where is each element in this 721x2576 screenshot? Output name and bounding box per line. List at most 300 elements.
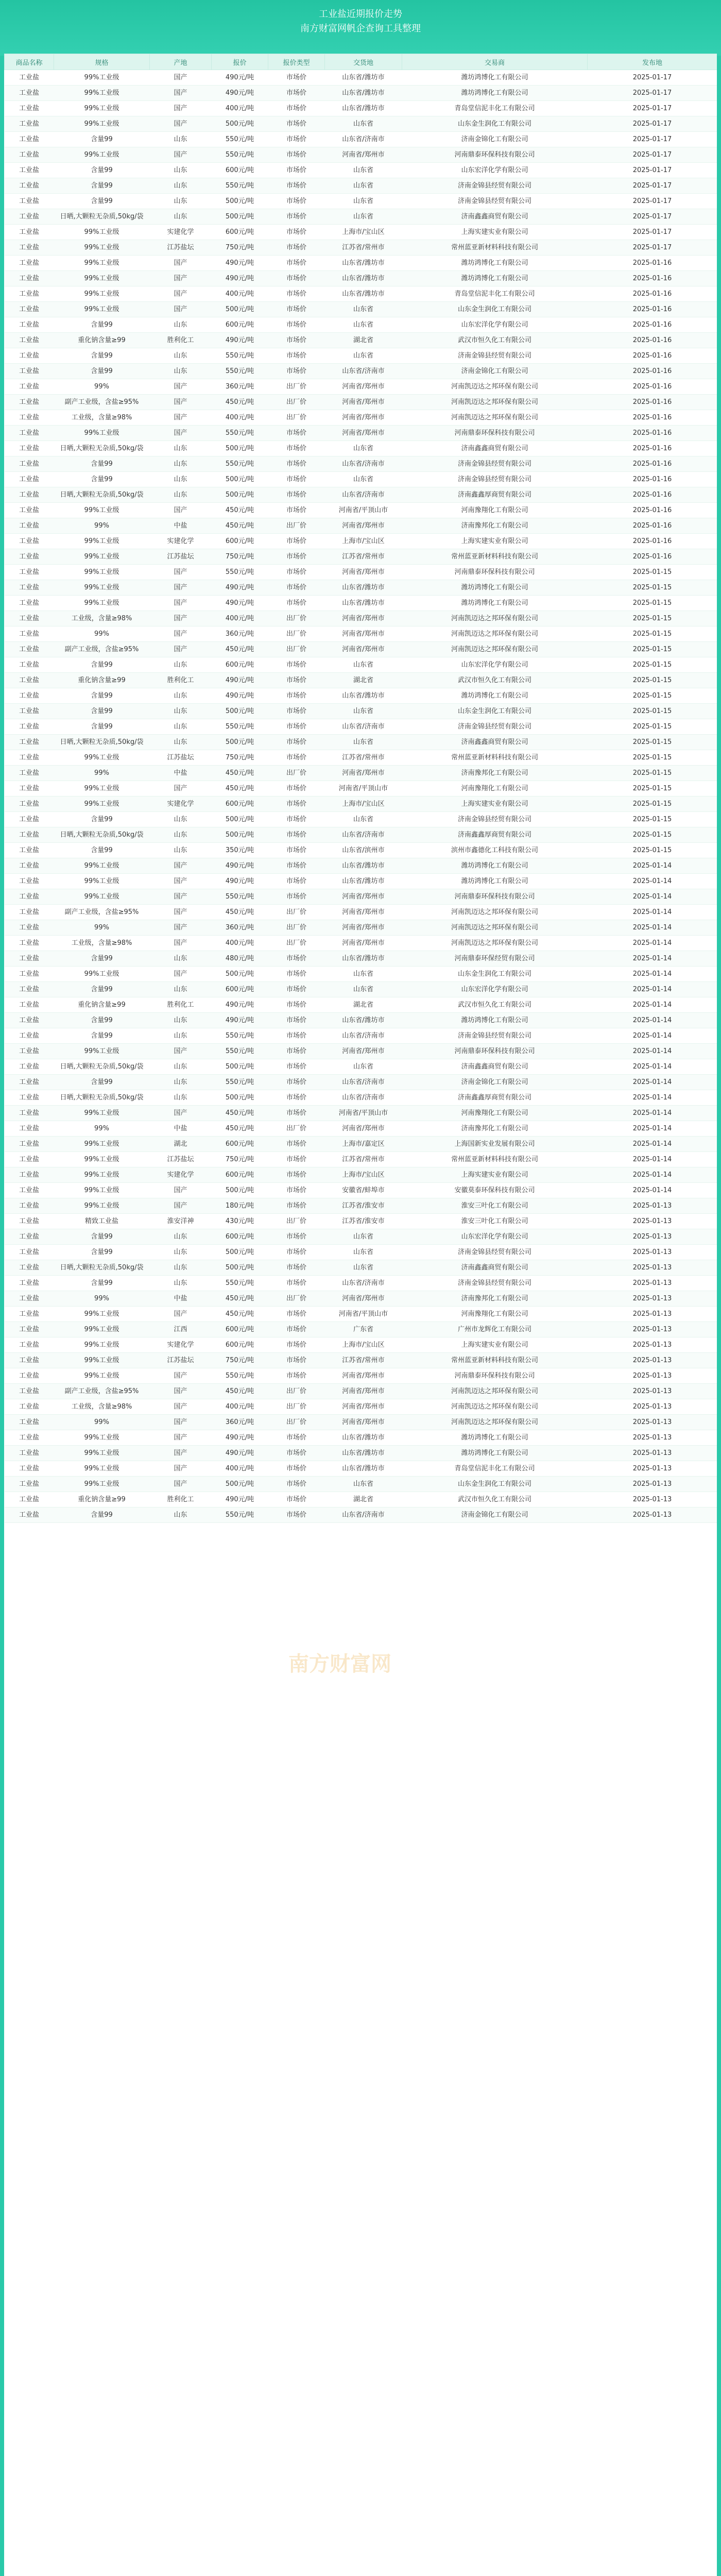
cell-product: 工业盐 xyxy=(5,302,54,317)
cell-price: 450元/吨 xyxy=(212,766,268,781)
cell-delivery: 江苏省/淮安市 xyxy=(325,1214,402,1229)
table-row xyxy=(5,642,717,657)
cell-product: 工业盐 xyxy=(5,889,54,905)
cell-trader: 潍坊鸿博化工有限公司 xyxy=(402,1430,588,1446)
cell-product: 工业盐 xyxy=(5,101,54,116)
cell-price: 500元/吨 xyxy=(212,1477,268,1492)
cell-origin: 国产 xyxy=(150,1044,212,1059)
cell-price: 750元/吨 xyxy=(212,549,268,565)
cell-trader: 河南凯迈达之邦环保有限公司 xyxy=(402,1415,588,1430)
cell-trader: 潍坊鸿博化工有限公司 xyxy=(402,688,588,704)
cell-price-type: 市场价 xyxy=(268,178,325,194)
cell-date: 2025-01-14 xyxy=(588,1013,717,1028)
cell-price-type: 市场价 xyxy=(268,1461,325,1477)
cell-date: 2025-01-13 xyxy=(588,1461,717,1477)
cell-trader: 济南豫邦化工有限公司 xyxy=(402,518,588,534)
cell-delivery: 山东省/潍坊市 xyxy=(325,580,402,596)
cell-price-type: 市场价 xyxy=(268,70,325,86)
cell-delivery: 河南省/郑州市 xyxy=(325,1415,402,1430)
cell-price: 750元/吨 xyxy=(212,1152,268,1167)
table-row xyxy=(5,1307,717,1322)
cell-origin: 实建化学 xyxy=(150,534,212,549)
cell-delivery: 山东省 xyxy=(325,116,402,132)
cell-trader: 潍坊鸿博化工有限公司 xyxy=(402,271,588,286)
cell-origin: 国产 xyxy=(150,967,212,982)
cell-date: 2025-01-16 xyxy=(588,333,717,348)
cell-delivery: 山东省 xyxy=(325,178,402,194)
cell-trader: 济南金锦县经贸有限公司 xyxy=(402,456,588,472)
cell-trader: 河南凯迈达之邦环保有限公司 xyxy=(402,379,588,395)
cell-trader: 河南鼎泰环保科技有限公司 xyxy=(402,889,588,905)
cell-delivery: 河南省/郑州市 xyxy=(325,936,402,951)
cell-price-type: 市场价 xyxy=(268,286,325,302)
table-row xyxy=(5,286,717,302)
table-row xyxy=(5,1167,717,1183)
table-row xyxy=(5,611,717,626)
cell-date: 2025-01-14 xyxy=(588,920,717,936)
cell-spec: 99%工业级 xyxy=(54,240,150,256)
cell-origin: 实建化学 xyxy=(150,1337,212,1353)
cell-trader: 滨州市鑫德化工科技有限公司 xyxy=(402,843,588,858)
cell-product: 工业盐 xyxy=(5,1137,54,1152)
cell-trader: 济南鑫鑫厚商贸有限公司 xyxy=(402,1090,588,1106)
cell-date: 2025-01-15 xyxy=(588,596,717,611)
table-row xyxy=(5,240,717,256)
cell-product: 工业盐 xyxy=(5,194,54,209)
cell-price-type: 市场价 xyxy=(268,503,325,518)
cell-product: 工业盐 xyxy=(5,1461,54,1477)
cell-price-type: 市场价 xyxy=(268,735,325,750)
cell-origin: 江苏盐坛 xyxy=(150,750,212,766)
cell-delivery: 河南省/郑州市 xyxy=(325,410,402,426)
cell-date: 2025-01-16 xyxy=(588,348,717,364)
table-row xyxy=(5,1075,717,1090)
table-row xyxy=(5,70,717,86)
cell-trader: 河南鼎泰环保科技有限公司 xyxy=(402,147,588,163)
table-row xyxy=(5,812,717,827)
table-row xyxy=(5,1353,717,1368)
cell-origin: 山东 xyxy=(150,209,212,225)
cell-price-type: 市场价 xyxy=(268,101,325,116)
cell-price: 550元/吨 xyxy=(212,1075,268,1090)
cell-product: 工业盐 xyxy=(5,534,54,549)
cell-price: 360元/吨 xyxy=(212,920,268,936)
cell-spec: 重化钠含量≥99 xyxy=(54,673,150,688)
cell-spec: 重化钠含量≥99 xyxy=(54,997,150,1013)
table-row xyxy=(5,1260,717,1276)
cell-spec: 99%工业级 xyxy=(54,1307,150,1322)
cell-date: 2025-01-14 xyxy=(588,889,717,905)
cell-delivery: 山东省/济南市 xyxy=(325,487,402,503)
cell-date: 2025-01-16 xyxy=(588,271,717,286)
cell-trader: 济南鑫鑫商贸有限公司 xyxy=(402,1059,588,1075)
cell-price: 500元/吨 xyxy=(212,1090,268,1106)
cell-spec: 含量99 xyxy=(54,1507,150,1523)
cell-delivery: 山东省/济南市 xyxy=(325,827,402,843)
cell-origin: 国产 xyxy=(150,1446,212,1461)
cell-price-type: 出厂价 xyxy=(268,766,325,781)
cell-trader: 济南金锦县经贸有限公司 xyxy=(402,1028,588,1044)
cell-price: 500元/吨 xyxy=(212,704,268,719)
cell-price: 450元/吨 xyxy=(212,1106,268,1121)
cell-price: 550元/吨 xyxy=(212,1044,268,1059)
cell-delivery: 山东省/济南市 xyxy=(325,456,402,472)
cell-origin: 国产 xyxy=(150,596,212,611)
cell-product: 工业盐 xyxy=(5,735,54,750)
cell-product: 工业盐 xyxy=(5,704,54,719)
cell-delivery: 山东省 xyxy=(325,657,402,673)
cell-date: 2025-01-16 xyxy=(588,302,717,317)
cell-spec: 99% xyxy=(54,626,150,642)
cell-delivery: 河南省/郑州市 xyxy=(325,1384,402,1399)
cell-delivery: 山东省 xyxy=(325,982,402,997)
cell-spec: 含量99 xyxy=(54,951,150,967)
cell-price: 490元/吨 xyxy=(212,70,268,86)
cell-price: 600元/吨 xyxy=(212,225,268,240)
cell-price: 550元/吨 xyxy=(212,1507,268,1523)
cell-price: 550元/吨 xyxy=(212,147,268,163)
cell-date: 2025-01-14 xyxy=(588,858,717,874)
cell-date: 2025-01-14 xyxy=(588,905,717,920)
cell-date: 2025-01-14 xyxy=(588,1183,717,1198)
cell-spec: 日晒,大颗粒无杂质,50kg/袋 xyxy=(54,735,150,750)
cell-date: 2025-01-17 xyxy=(588,163,717,178)
cell-price: 490元/吨 xyxy=(212,997,268,1013)
table-row xyxy=(5,1121,717,1137)
cell-origin: 江苏盐坛 xyxy=(150,1353,212,1368)
cell-date: 2025-01-14 xyxy=(588,1137,717,1152)
cell-delivery: 湖北省 xyxy=(325,333,402,348)
cell-trader: 河南凯迈达之邦环保有限公司 xyxy=(402,920,588,936)
cell-product: 工业盐 xyxy=(5,116,54,132)
cell-price-type: 市场价 xyxy=(268,549,325,565)
cell-spec: 99% xyxy=(54,379,150,395)
cell-price-type: 市场价 xyxy=(268,843,325,858)
cell-delivery: 河南省/郑州市 xyxy=(325,518,402,534)
cell-trader: 河南凯迈达之邦环保有限公司 xyxy=(402,1399,588,1415)
cell-trader: 上海实建实业有限公司 xyxy=(402,534,588,549)
cell-product: 工业盐 xyxy=(5,333,54,348)
table-row xyxy=(5,1461,717,1477)
cell-price: 450元/吨 xyxy=(212,642,268,657)
table-row xyxy=(5,441,717,456)
cell-price-type: 市场价 xyxy=(268,704,325,719)
cell-origin: 江苏盐坛 xyxy=(150,549,212,565)
table-row xyxy=(5,1214,717,1229)
table-row xyxy=(5,1059,717,1075)
cell-trader: 河南凯迈达之邦环保有限公司 xyxy=(402,410,588,426)
cell-date: 2025-01-13 xyxy=(588,1337,717,1353)
cell-product: 工业盐 xyxy=(5,596,54,611)
table-row xyxy=(5,1137,717,1152)
cell-price: 450元/吨 xyxy=(212,1121,268,1137)
cell-delivery: 河南省/郑州市 xyxy=(325,905,402,920)
cell-spec: 99%工业级 xyxy=(54,503,150,518)
table-row xyxy=(5,843,717,858)
cell-date: 2025-01-15 xyxy=(588,796,717,812)
table-row xyxy=(5,225,717,240)
cell-spec: 副产工业级，含盐≥95% xyxy=(54,642,150,657)
cell-price: 500元/吨 xyxy=(212,302,268,317)
cell-price: 490元/吨 xyxy=(212,596,268,611)
cell-trader: 济南金锦县经贸有限公司 xyxy=(402,472,588,487)
cell-price: 500元/吨 xyxy=(212,1245,268,1260)
table-row xyxy=(5,426,717,441)
cell-price: 400元/吨 xyxy=(212,410,268,426)
table-row xyxy=(5,796,717,812)
cell-spec: 日晒,大颗粒无杂质,50kg/袋 xyxy=(54,1059,150,1075)
cell-delivery: 河南省/郑州市 xyxy=(325,642,402,657)
table-row xyxy=(5,982,717,997)
cell-date: 2025-01-14 xyxy=(588,982,717,997)
cell-spec: 99%工业级 xyxy=(54,1322,150,1337)
cell-trader: 山东宏洋化学有限公司 xyxy=(402,982,588,997)
cell-origin: 国产 xyxy=(150,426,212,441)
cell-delivery: 河南省/郑州市 xyxy=(325,611,402,626)
cell-spec: 99%工业级 xyxy=(54,1152,150,1167)
cell-origin: 江苏盐坛 xyxy=(150,1152,212,1167)
cell-trader: 河南鼎泰环保经贸有限公司 xyxy=(402,951,588,967)
cell-spec: 99%工业级 xyxy=(54,1461,150,1477)
cell-product: 工业盐 xyxy=(5,1152,54,1167)
cell-trader: 济南金锦县经贸有限公司 xyxy=(402,1276,588,1291)
cell-spec: 含量99 xyxy=(54,843,150,858)
cell-delivery: 山东省 xyxy=(325,1260,402,1276)
cell-origin: 胜利化工 xyxy=(150,1492,212,1507)
cell-origin: 山东 xyxy=(150,178,212,194)
cell-delivery: 江苏省/淮安市 xyxy=(325,1198,402,1214)
cell-trader: 山东金生润化工有限公司 xyxy=(402,704,588,719)
cell-date: 2025-01-17 xyxy=(588,194,717,209)
cell-product: 工业盐 xyxy=(5,796,54,812)
cell-delivery: 山东省 xyxy=(325,812,402,827)
table-row xyxy=(5,766,717,781)
cell-price-type: 市场价 xyxy=(268,1245,325,1260)
cell-delivery: 山东省/济南市 xyxy=(325,1276,402,1291)
cell-delivery: 江苏省/常州市 xyxy=(325,240,402,256)
cell-origin: 国产 xyxy=(150,1384,212,1399)
cell-spec: 99%工业级 xyxy=(54,1446,150,1461)
cell-spec: 99%工业级 xyxy=(54,1430,150,1446)
cell-price: 490元/吨 xyxy=(212,256,268,271)
cell-price-type: 市场价 xyxy=(268,1059,325,1075)
cell-spec: 99%工业级 xyxy=(54,534,150,549)
table-row xyxy=(5,580,717,596)
cell-trader: 青岛堂信泥丰化工有限公司 xyxy=(402,101,588,116)
cell-trader: 济南豫邦化工有限公司 xyxy=(402,766,588,781)
cell-delivery: 上海市/嘉定区 xyxy=(325,1137,402,1152)
cell-price-type: 市场价 xyxy=(268,1446,325,1461)
cell-delivery: 山东省/潍坊市 xyxy=(325,1446,402,1461)
cell-spec: 含量99 xyxy=(54,719,150,735)
cell-price-type: 市场价 xyxy=(268,657,325,673)
cell-origin: 国产 xyxy=(150,642,212,657)
table-row xyxy=(5,1415,717,1430)
cell-price-type: 市场价 xyxy=(268,1028,325,1044)
cell-spec: 99% xyxy=(54,518,150,534)
cell-origin: 山东 xyxy=(150,163,212,178)
cell-trader: 武汉市恒久化工有限公司 xyxy=(402,333,588,348)
table-row xyxy=(5,163,717,178)
cell-date: 2025-01-16 xyxy=(588,441,717,456)
cell-delivery: 山东省/潍坊市 xyxy=(325,70,402,86)
table-row xyxy=(5,1446,717,1461)
cell-origin: 江苏盐坛 xyxy=(150,240,212,256)
cell-price: 600元/吨 xyxy=(212,534,268,549)
cell-product: 工业盐 xyxy=(5,565,54,580)
cell-date: 2025-01-13 xyxy=(588,1245,717,1260)
cell-trader: 上海国新实业发展有限公司 xyxy=(402,1137,588,1152)
column-header-trader: 交易商 xyxy=(402,54,588,70)
cell-trader: 武汉市恒久化工有限公司 xyxy=(402,1492,588,1507)
cell-origin: 国产 xyxy=(150,410,212,426)
table-row xyxy=(5,194,717,209)
cell-product: 工业盐 xyxy=(5,1229,54,1245)
cell-delivery: 山东省/济南市 xyxy=(325,1075,402,1090)
cell-price: 550元/吨 xyxy=(212,1368,268,1384)
cell-product: 工业盐 xyxy=(5,1368,54,1384)
cell-price-type: 市场价 xyxy=(268,580,325,596)
cell-price-type: 市场价 xyxy=(268,302,325,317)
cell-price: 500元/吨 xyxy=(212,1183,268,1198)
cell-date: 2025-01-13 xyxy=(588,1415,717,1430)
cell-product: 工业盐 xyxy=(5,132,54,147)
cell-spec: 99%工业级 xyxy=(54,1198,150,1214)
cell-product: 工业盐 xyxy=(5,178,54,194)
cell-date: 2025-01-16 xyxy=(588,472,717,487)
cell-price: 550元/吨 xyxy=(212,889,268,905)
cell-delivery: 山东省/潍坊市 xyxy=(325,271,402,286)
cell-trader: 广州市龙辉化工有限公司 xyxy=(402,1322,588,1337)
cell-trader: 潍坊鸿博化工有限公司 xyxy=(402,858,588,874)
cell-delivery: 山东省 xyxy=(325,967,402,982)
table-row xyxy=(5,1322,717,1337)
table-row xyxy=(5,348,717,364)
cell-delivery: 山东省/济南市 xyxy=(325,1507,402,1523)
cell-price: 480元/吨 xyxy=(212,951,268,967)
cell-date: 2025-01-13 xyxy=(588,1276,717,1291)
cell-price-type: 出厂价 xyxy=(268,410,325,426)
cell-origin: 山东 xyxy=(150,364,212,379)
table-row xyxy=(5,673,717,688)
cell-spec: 含量99 xyxy=(54,982,150,997)
cell-delivery: 山东省/济南市 xyxy=(325,1090,402,1106)
cell-origin: 山东 xyxy=(150,1507,212,1523)
table-row xyxy=(5,750,717,766)
cell-price-type: 市场价 xyxy=(268,565,325,580)
cell-date: 2025-01-16 xyxy=(588,317,717,333)
cell-origin: 国产 xyxy=(150,920,212,936)
cell-product: 工业盐 xyxy=(5,86,54,101)
cell-date: 2025-01-15 xyxy=(588,719,717,735)
cell-origin: 国产 xyxy=(150,580,212,596)
cell-origin: 山东 xyxy=(150,317,212,333)
cell-delivery: 河南省/平顶山市 xyxy=(325,1307,402,1322)
cell-price-type: 市场价 xyxy=(268,240,325,256)
table-row xyxy=(5,549,717,565)
cell-product: 工业盐 xyxy=(5,642,54,657)
cell-origin: 淮安洋神 xyxy=(150,1214,212,1229)
cell-spec: 99%工业级 xyxy=(54,874,150,889)
cell-origin: 国产 xyxy=(150,858,212,874)
cell-trader: 淮安三叶化工有限公司 xyxy=(402,1198,588,1214)
cell-date: 2025-01-15 xyxy=(588,565,717,580)
table-row xyxy=(5,333,717,348)
table-row xyxy=(5,1198,717,1214)
cell-price-type: 市场价 xyxy=(268,487,325,503)
cell-price: 450元/吨 xyxy=(212,395,268,410)
cell-price-type: 市场价 xyxy=(268,796,325,812)
cell-date: 2025-01-17 xyxy=(588,101,717,116)
cell-date: 2025-01-16 xyxy=(588,379,717,395)
cell-trader: 青岛堂信泥丰化工有限公司 xyxy=(402,286,588,302)
cell-spec: 99%工业级 xyxy=(54,1477,150,1492)
cell-product: 工业盐 xyxy=(5,1415,54,1430)
cell-price-type: 市场价 xyxy=(268,1337,325,1353)
cell-spec: 含量99 xyxy=(54,704,150,719)
table-row xyxy=(5,472,717,487)
cell-delivery: 河南省/郑州市 xyxy=(325,1399,402,1415)
cell-trader: 上海实建实业有限公司 xyxy=(402,225,588,240)
cell-spec: 99% xyxy=(54,1121,150,1137)
cell-price-type: 市场价 xyxy=(268,951,325,967)
cell-price-type: 市场价 xyxy=(268,1198,325,1214)
cell-spec: 含量99 xyxy=(54,812,150,827)
cell-origin: 国产 xyxy=(150,611,212,626)
cell-delivery: 上海市/宝山区 xyxy=(325,1167,402,1183)
cell-price: 360元/吨 xyxy=(212,1415,268,1430)
cell-trader: 济南金锦县经贸有限公司 xyxy=(402,719,588,735)
cell-price: 750元/吨 xyxy=(212,240,268,256)
cell-delivery: 山东省/潍坊市 xyxy=(325,688,402,704)
table-row xyxy=(5,116,717,132)
cell-price-type: 市场价 xyxy=(268,426,325,441)
cell-price: 550元/吨 xyxy=(212,1276,268,1291)
cell-spec: 含量99 xyxy=(54,132,150,147)
cell-origin: 山东 xyxy=(150,1028,212,1044)
cell-delivery: 山东省/潍坊市 xyxy=(325,874,402,889)
cell-product: 工业盐 xyxy=(5,1183,54,1198)
cell-trader: 潍坊鸿博化工有限公司 xyxy=(402,580,588,596)
cell-trader: 山东宏洋化学有限公司 xyxy=(402,317,588,333)
cell-price-type: 市场价 xyxy=(268,116,325,132)
cell-price-type: 出厂价 xyxy=(268,1214,325,1229)
cell-date: 2025-01-16 xyxy=(588,395,717,410)
cell-origin: 山东 xyxy=(150,735,212,750)
cell-spec: 99%工业级 xyxy=(54,1183,150,1198)
cell-date: 2025-01-13 xyxy=(588,1399,717,1415)
cell-date: 2025-01-16 xyxy=(588,256,717,271)
cell-date: 2025-01-14 xyxy=(588,1106,717,1121)
cell-spec: 99%工业级 xyxy=(54,750,150,766)
cell-delivery: 河南省/平顶山市 xyxy=(325,503,402,518)
cell-product: 工业盐 xyxy=(5,719,54,735)
cell-price: 450元/吨 xyxy=(212,1307,268,1322)
table-row xyxy=(5,936,717,951)
cell-price-type: 出厂价 xyxy=(268,395,325,410)
cell-price-type: 市场价 xyxy=(268,1106,325,1121)
cell-price-type: 市场价 xyxy=(268,225,325,240)
cell-origin: 中盐 xyxy=(150,518,212,534)
cell-delivery: 河南省/郑州市 xyxy=(325,147,402,163)
cell-price-type: 出厂价 xyxy=(268,379,325,395)
cell-delivery: 山东省 xyxy=(325,441,402,456)
cell-delivery: 山东省/潍坊市 xyxy=(325,1013,402,1028)
cell-origin: 国产 xyxy=(150,302,212,317)
cell-product: 工业盐 xyxy=(5,843,54,858)
cell-spec: 精致工业盐 xyxy=(54,1214,150,1229)
cell-origin: 实建化学 xyxy=(150,796,212,812)
